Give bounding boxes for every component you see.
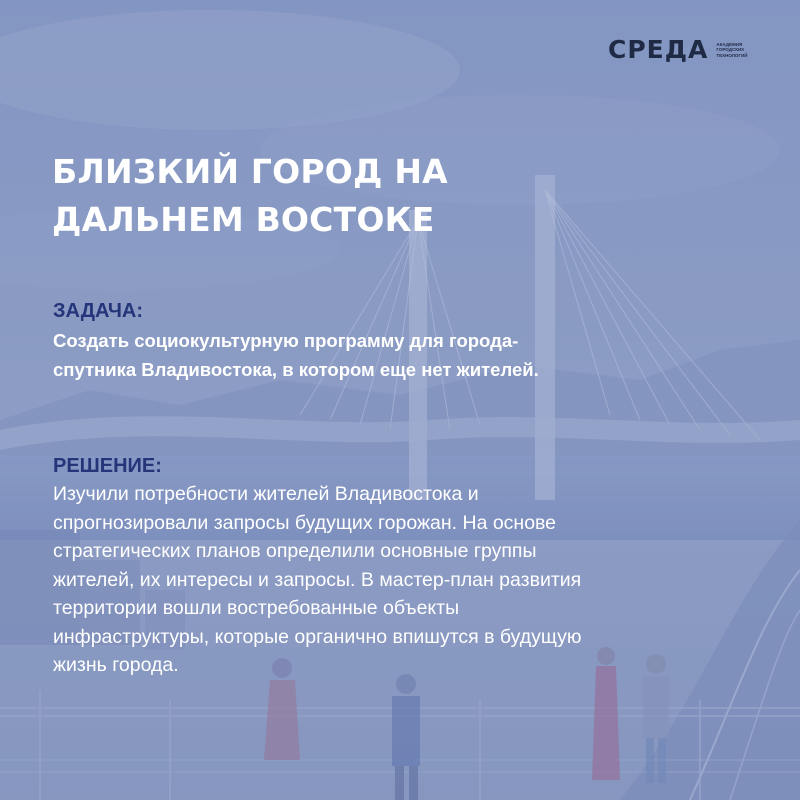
logo-text: СРЕДА [608, 35, 709, 64]
solution-text-line: инфраструктуры, которые органично впишутся в будущую [53, 625, 582, 648]
page-title [52, 148, 612, 244]
brand-logo [608, 36, 747, 64]
title-line: ДАЛЬНЕМ ВОСТОКЕ [52, 200, 435, 239]
logo-subtitle-line: АКАДЕМИЯ [716, 41, 743, 47]
logo-subtitle-line: ТЕХНОЛОГИЙ [716, 52, 748, 58]
task-text-line: спутника Владивостока, в котором еще нет жителей. [53, 358, 539, 380]
task-label: ЗАДАЧА: [53, 300, 144, 322]
task-text [53, 327, 539, 384]
logo-subtitle-line: ГОРОДСКИХ [716, 47, 745, 53]
solution-text-line: спрогнозировали запросы будущих горожан. На основе [53, 511, 557, 534]
solution-text-line: жителей, их интересы и запросы. В мастер-план развития [53, 568, 582, 591]
solution-label: РЕШЕНИЕ: [53, 455, 162, 477]
solution-text-line: Изучили потребности жителей Владивостока и [53, 483, 479, 505]
task-text-line: Создать социокультурную программу для города- [53, 330, 519, 351]
logo-subtitle [716, 42, 747, 59]
solution-text-line: территории вошли востребованные объекты [53, 597, 460, 619]
solution-text-line: жизнь города. [53, 654, 179, 676]
solution-text [53, 480, 582, 680]
title-line: БЛИЗКИЙ ГОРОД НА [52, 152, 448, 191]
solution-text-line: стратегических планов определили основные группы [53, 540, 537, 562]
